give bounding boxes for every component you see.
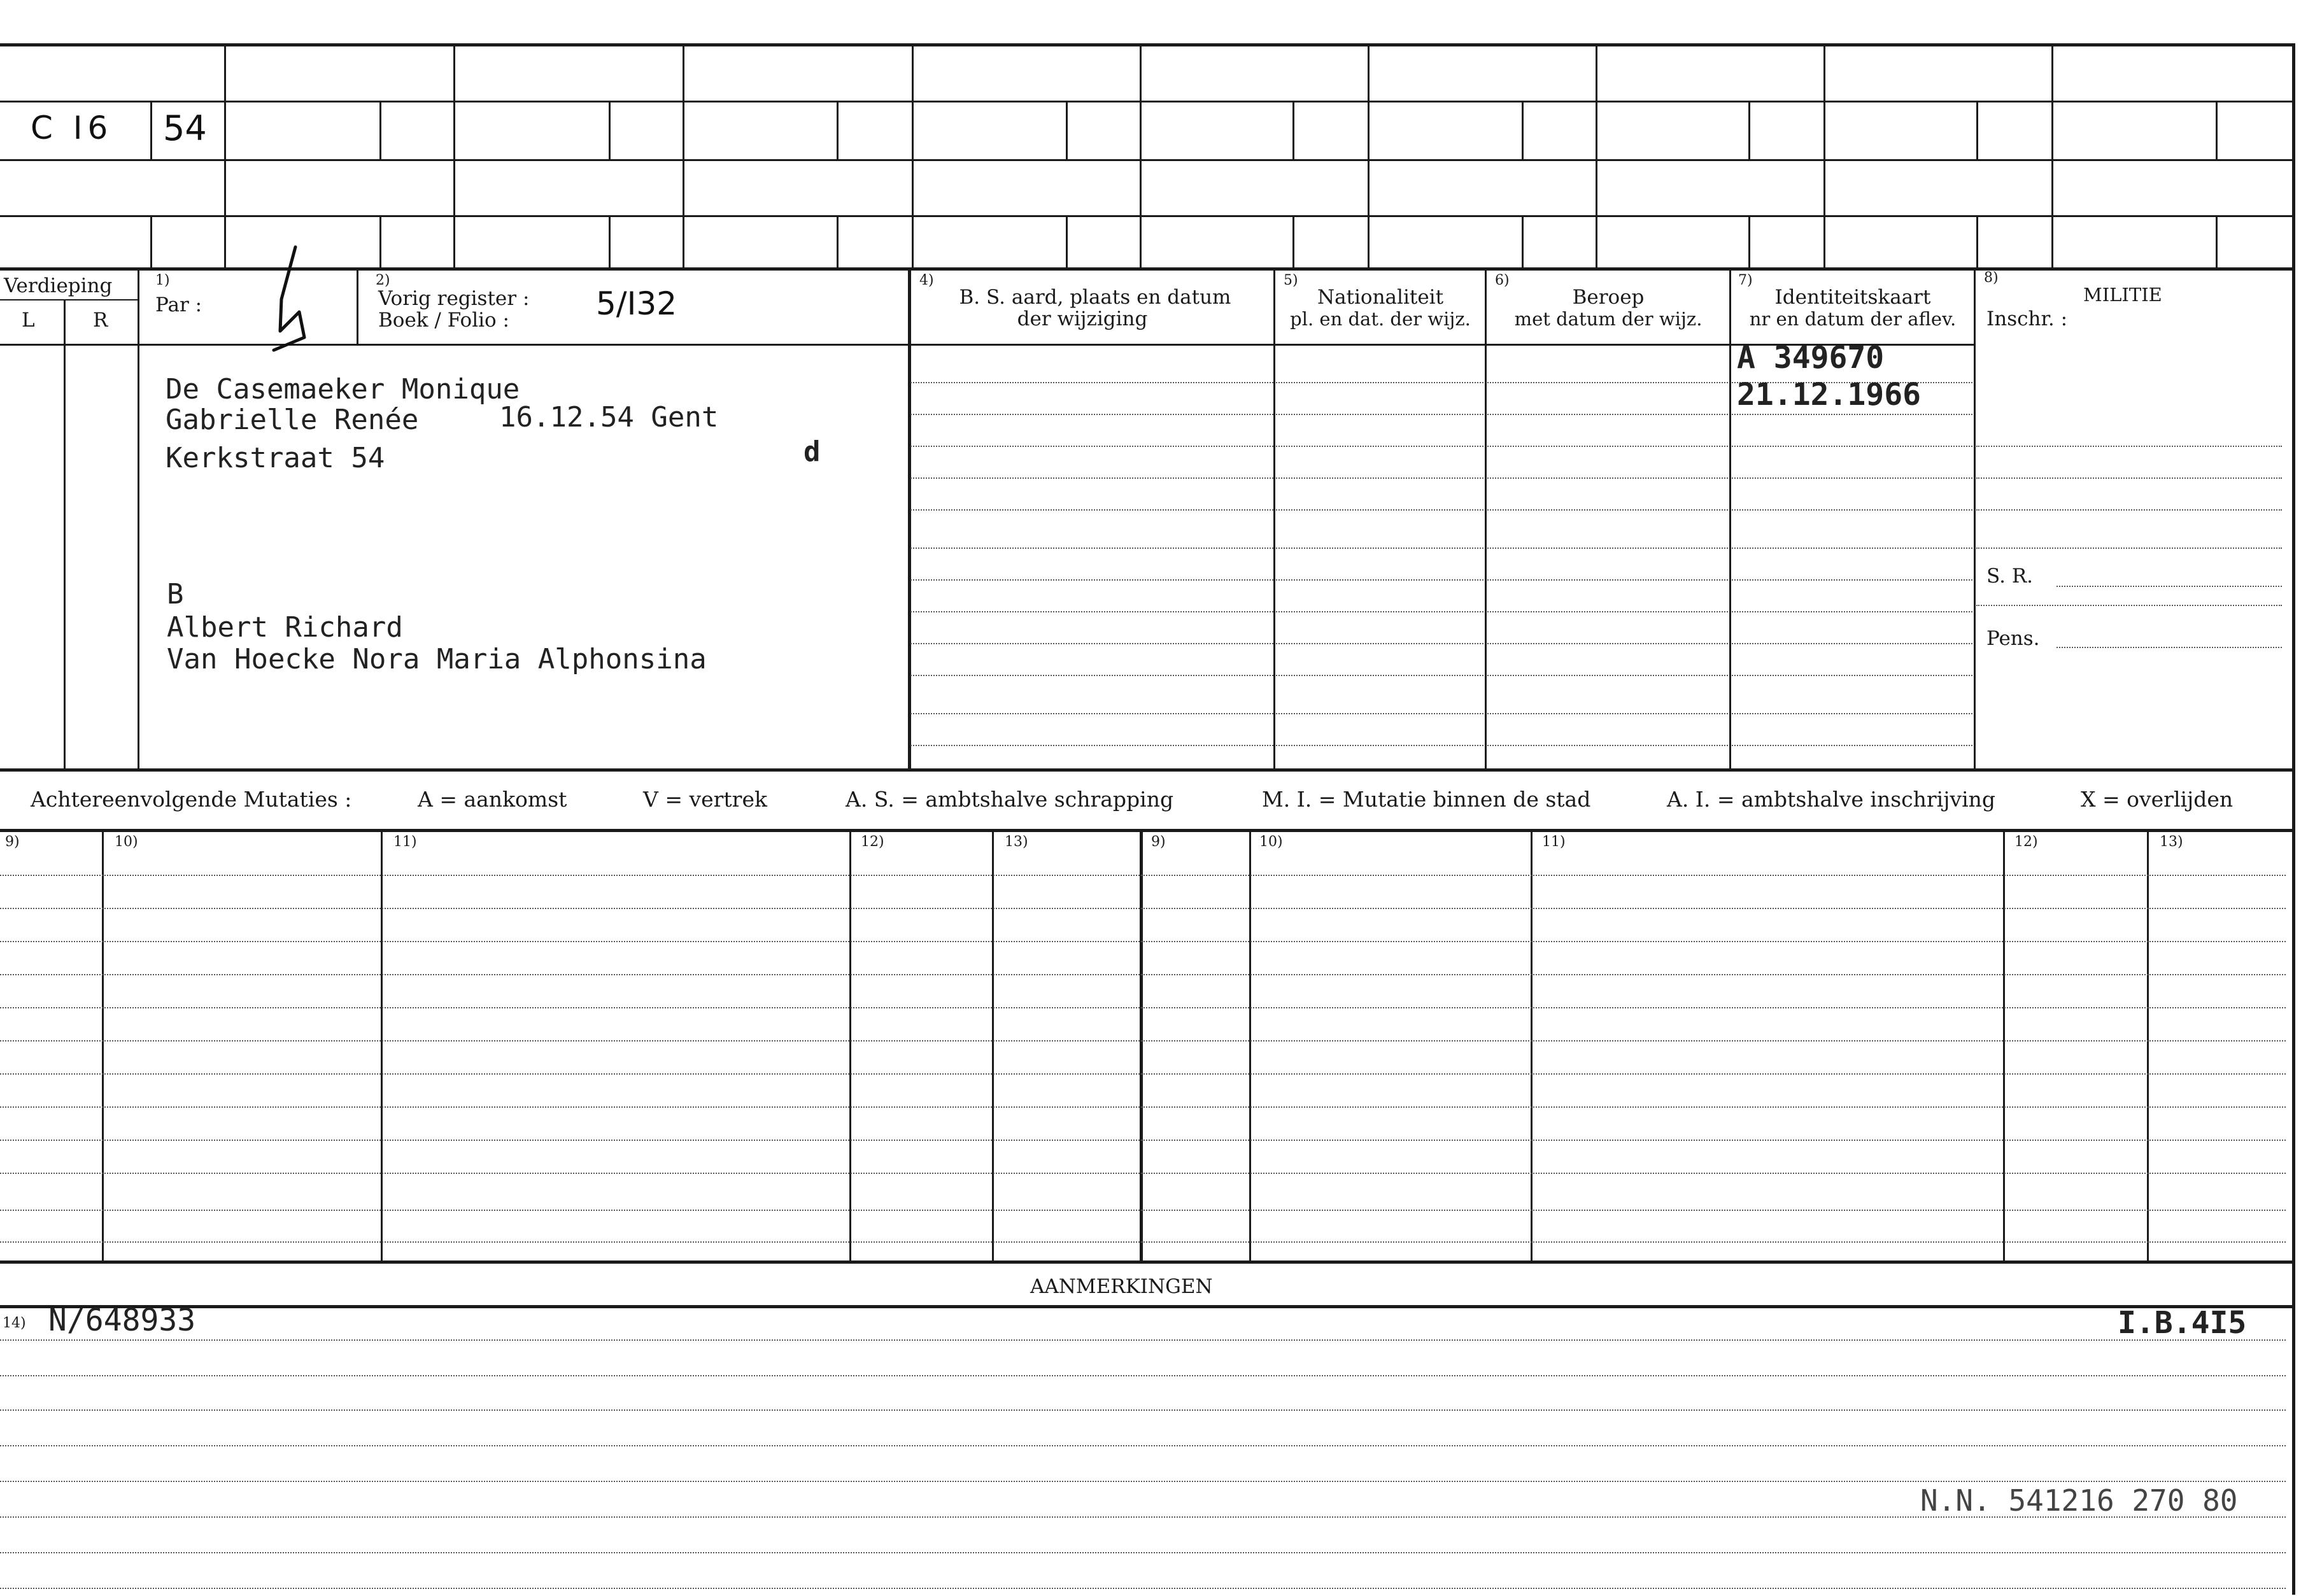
field-number-5: 5) xyxy=(1284,272,1298,288)
mutation-col-12b: 12) xyxy=(2014,834,2038,850)
person-birth: 16.12.54 Gent xyxy=(499,401,719,434)
mutation-col-9a: 9) xyxy=(5,834,20,850)
remarks-title: AANMERKINGEN xyxy=(1030,1275,1213,1298)
field-number-4: 4) xyxy=(919,272,934,288)
field-number-8: 8) xyxy=(1984,270,1999,286)
person-name-line1: De Casemaeker Monique xyxy=(166,373,520,406)
card-code: C I6 xyxy=(31,109,113,146)
nationaliteit-line1: Nationaliteit xyxy=(1317,286,1444,309)
mutation-col-13b: 13) xyxy=(2160,834,2183,850)
mutation-col-11a: 11) xyxy=(393,834,417,850)
father-name: Albert Richard xyxy=(167,611,403,644)
par-label: Par : xyxy=(155,293,202,316)
beroep-line1: Beroep xyxy=(1572,286,1645,309)
legend-title: Achtereenvolgende Mutaties : xyxy=(31,787,352,812)
identiteitskaart-line1: Identiteitskaart xyxy=(1774,286,1931,309)
mutation-col-9b: 9) xyxy=(1151,834,1166,850)
identiteitskaart-line2: nr en datum der aflev. xyxy=(1749,308,1957,330)
mother-name: Van Hoecke Nora Maria Alphonsina xyxy=(167,643,707,675)
legend-a: A = aankomst xyxy=(418,787,567,812)
boek-folio-label: Boek / Folio : xyxy=(378,309,509,332)
field-number-14: 14) xyxy=(3,1315,26,1331)
sr-label: S. R. xyxy=(1986,565,2034,588)
verdieping-label: Verdieping xyxy=(4,274,113,297)
column-r-label: R xyxy=(93,309,108,332)
boek-folio-value: 5/I32 xyxy=(596,285,677,322)
remarks-national-number: N/648933 xyxy=(48,1303,196,1338)
inschr-label: Inschr. : xyxy=(1986,307,2068,330)
mutation-col-10a: 10) xyxy=(115,834,138,850)
legend-v: V = vertrek xyxy=(643,787,767,812)
person-name-line2: Gabrielle Renée xyxy=(166,404,419,436)
field-number-7: 7) xyxy=(1738,272,1753,288)
bs-header-line2: der wijziging xyxy=(1017,307,1148,330)
identity-issue-date: 21.12.1966 xyxy=(1737,377,1921,413)
field-number-1: 1) xyxy=(155,272,170,288)
legend-mi: M. I. = Mutatie binnen de stad xyxy=(1262,787,1591,812)
militie-label: MILITIE xyxy=(2083,284,2162,306)
parent-mark: B xyxy=(167,578,184,611)
legend-x: X = overlijden xyxy=(2081,787,2234,812)
mutation-col-12a: 12) xyxy=(861,834,884,850)
mutation-col-13a: 13) xyxy=(1005,834,1028,850)
mutation-col-11b: 11) xyxy=(1542,834,1566,850)
legend-as: A. S. = ambtshalve schrapping xyxy=(846,787,1174,812)
field-number-2: 2) xyxy=(376,272,390,288)
house-number: 54 xyxy=(163,108,207,148)
remarks-reference: I.B.4I5 xyxy=(2118,1305,2247,1341)
vorig-register-label: Vorig register : xyxy=(378,287,530,310)
remarks-nn: N.N. 541216 270 80 xyxy=(1920,1483,2238,1518)
person-status: d xyxy=(804,435,821,468)
pens-label: Pens. xyxy=(1986,627,2040,650)
mutation-col-10b: 10) xyxy=(1259,834,1283,850)
nationaliteit-line2: pl. en dat. der wijz. xyxy=(1290,308,1471,330)
signature-mark xyxy=(255,242,325,369)
identity-card-number: A 349670 xyxy=(1737,340,1885,376)
person-address: Kerkstraat 54 xyxy=(166,442,385,474)
column-l-label: L xyxy=(22,309,35,332)
field-number-6: 6) xyxy=(1495,272,1510,288)
beroep-line2: met datum der wijz. xyxy=(1514,308,1703,330)
bs-header-line1: B. S. aard, plaats en datum xyxy=(959,286,1231,309)
legend-ai: A. I. = ambtshalve inschrijving xyxy=(1667,787,1996,812)
